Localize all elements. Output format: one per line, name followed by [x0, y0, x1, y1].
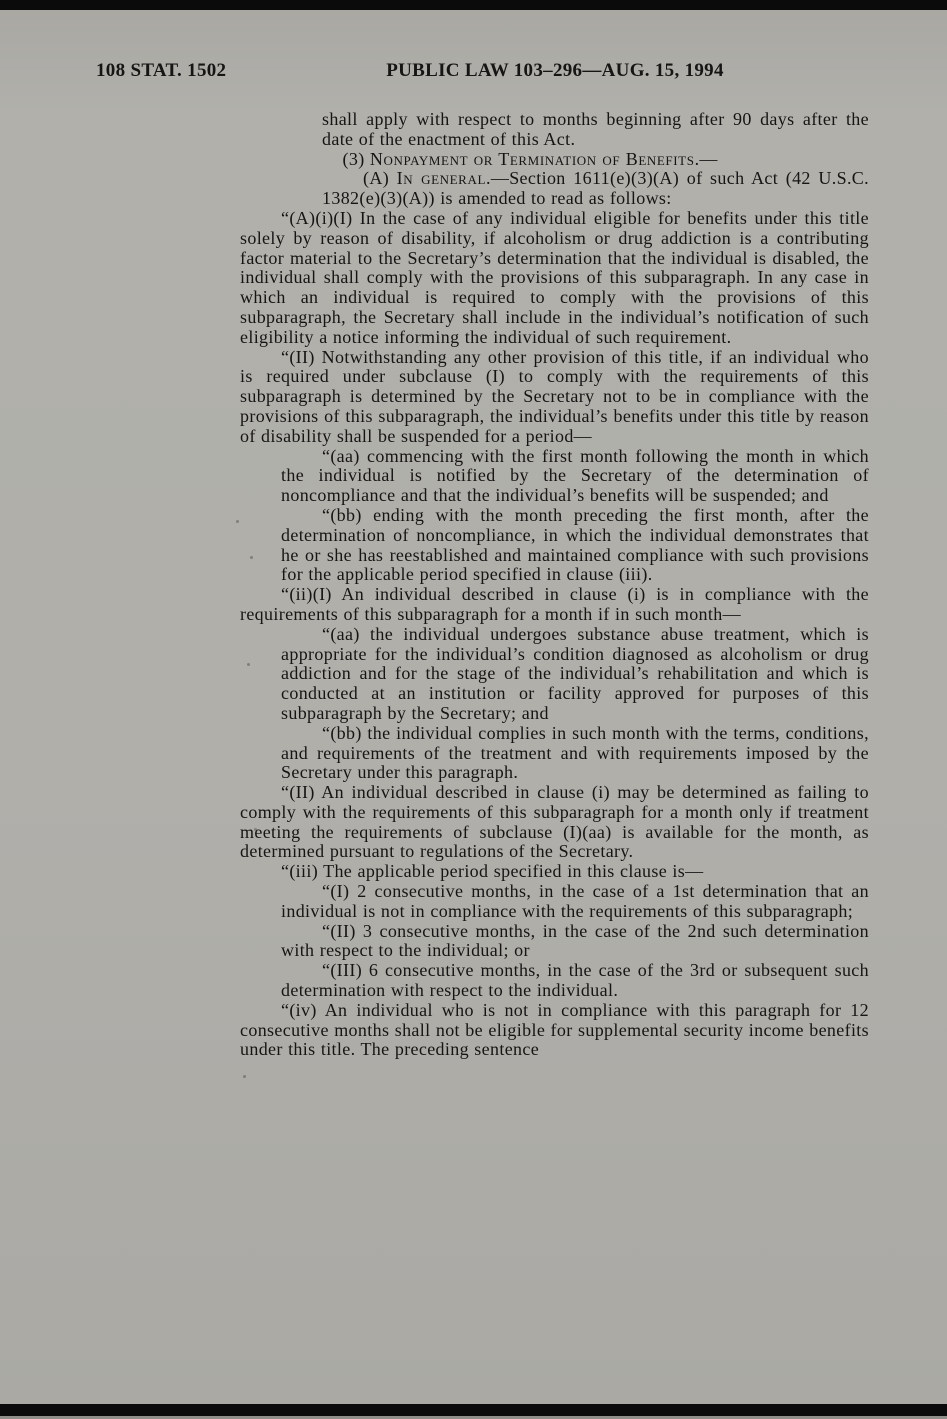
- statute-paragraph-6: [240, 447, 869, 506]
- statute-text-column: [240, 110, 869, 1060]
- statute-paragraph-10: [240, 724, 869, 783]
- statute-paragraph-13: [240, 882, 869, 922]
- scan-edge-top: [0, 0, 947, 10]
- scan-speckle: [254, 828, 257, 831]
- statute-paragraph-11: [240, 783, 869, 862]
- statute-paragraph-1: [240, 110, 869, 150]
- text-run: “(aa) commencing with the first month following the month in which the individual is notified by the Secretary of the determination of noncompliance and that the individual’s benefits will be suspended; and: [281, 445, 869, 506]
- text-run: “(bb) ending with the month preceding the first month, after the determination of noncompliance, in which the individual demonstrates that he or she has reestablished and maintained compliance with such provisions for the applicable period specified in clause (iii).: [281, 504, 869, 585]
- small-caps-run: Nonpayment or Termination of Benefits: [369, 148, 695, 169]
- statute-paragraph-15: [240, 961, 869, 1001]
- text-run: “(II) Notwithstanding any other provision of this title, if an individual who is required under subclause (I) to comply with the requirements of this subparagraph is determined by the Secretary not to be in compliance with the provisions of this subparagraph, the individual’s benefits under this title by reason of disability shall be suspended for a period—: [240, 346, 869, 446]
- law-title: PUBLIC LAW 103–296—AUG. 15, 1994: [386, 60, 724, 81]
- scan-speckle: [243, 1075, 246, 1078]
- scan-edge-bottom: [0, 1404, 947, 1416]
- text-run: “(aa) the individual undergoes substance abuse treatment, which is appropriate for the individual’s condition diagnosed as alcoholism or drug addiction and for the stage of the individual’s rehabilitation and which is conducted at an institution or facility approved for purposes of this subparagraph by the Secretary; and: [281, 623, 869, 723]
- statute-paragraph-4: [240, 209, 869, 348]
- text-run: “(ii)(I) An individual described in clause (i) is in compliance with the requirements of this subparagraph for a month if in such month—: [240, 584, 869, 624]
- text-run: “(I) 2 consecutive months, in the case of a 1st determination that an individual is not in compliance with the requirements of this subparagraph;: [281, 881, 869, 921]
- text-run: (3): [342, 148, 370, 169]
- statute-paragraph-12: [240, 862, 869, 882]
- statute-paragraph-2: [240, 150, 869, 170]
- statute-paragraph-9: [240, 625, 869, 724]
- stat-page-number: 108 STAT. 1502: [96, 60, 227, 81]
- text-run: “(A)(i)(I) In the case of any individual eligible for benefits under this title solely by reason of disability, if alcoholism or drug addiction is a contributing factor material to the Secretary’s determination that the individual is disabled, the individual shall comply with the provisions of this subparagraph. In any case in which an individual is required to comply with the provisions of this subparagraph, the Secretary shall include in the individual’s notification of such eligibility a notice informing the individual of such requirement.: [240, 207, 869, 347]
- text-run: .—Section 1611(e)(3)(A) of such Act (42 U.S.C. 1382(e)(3)(A)) is amended to read as follows:: [322, 168, 870, 209]
- statute-paragraph-5: [240, 348, 869, 447]
- scan-speckle: [247, 663, 250, 666]
- text-run: “(II) 3 consecutive months, in the case of the 2nd such determination with respect to the individual; or: [281, 920, 869, 961]
- text-run: “(bb) the individual complies in such month with the terms, conditions, and requirements of the treatment and with requirements imposed by the Secretary under this paragraph.: [281, 722, 869, 783]
- text-run: “(II) An individual described in clause (i) may be determined as failing to comply with the requirements of this subparagraph for a month only if treatment meeting the requirements of subclause (I)(aa) is available for the month, as determined pursuant to regulations of the Secretary.: [240, 782, 869, 862]
- text-run: “(iii) The applicable period specified in this clause is—: [281, 861, 704, 882]
- scan-speckle: [250, 556, 253, 559]
- text-run: (A): [363, 168, 397, 189]
- scan-speckle: [236, 520, 239, 523]
- page-header: [0, 60, 947, 86]
- small-caps-run: In general: [396, 168, 486, 189]
- text-run: “(III) 6 consecutive months, in the case of the 3rd or subsequent such determination with respect to the individual.: [281, 960, 869, 1001]
- statute-paragraph-3: [240, 169, 869, 209]
- text-run: “(iv) An individual who is not in compliance with this paragraph for 12 consecutive months shall not be eligible for supplemental security income benefits under this title. The preceding sentence: [240, 999, 869, 1060]
- statute-paragraph-16: [240, 1001, 869, 1060]
- statute-paragraph-14: [240, 922, 869, 962]
- statute-paragraph-8: [240, 585, 869, 625]
- text-run: shall apply with respect to months beginning after 90 days after the date of the enactment of this Act.: [322, 109, 869, 149]
- text-run: .—: [694, 148, 718, 169]
- statute-paragraph-7: [240, 506, 869, 585]
